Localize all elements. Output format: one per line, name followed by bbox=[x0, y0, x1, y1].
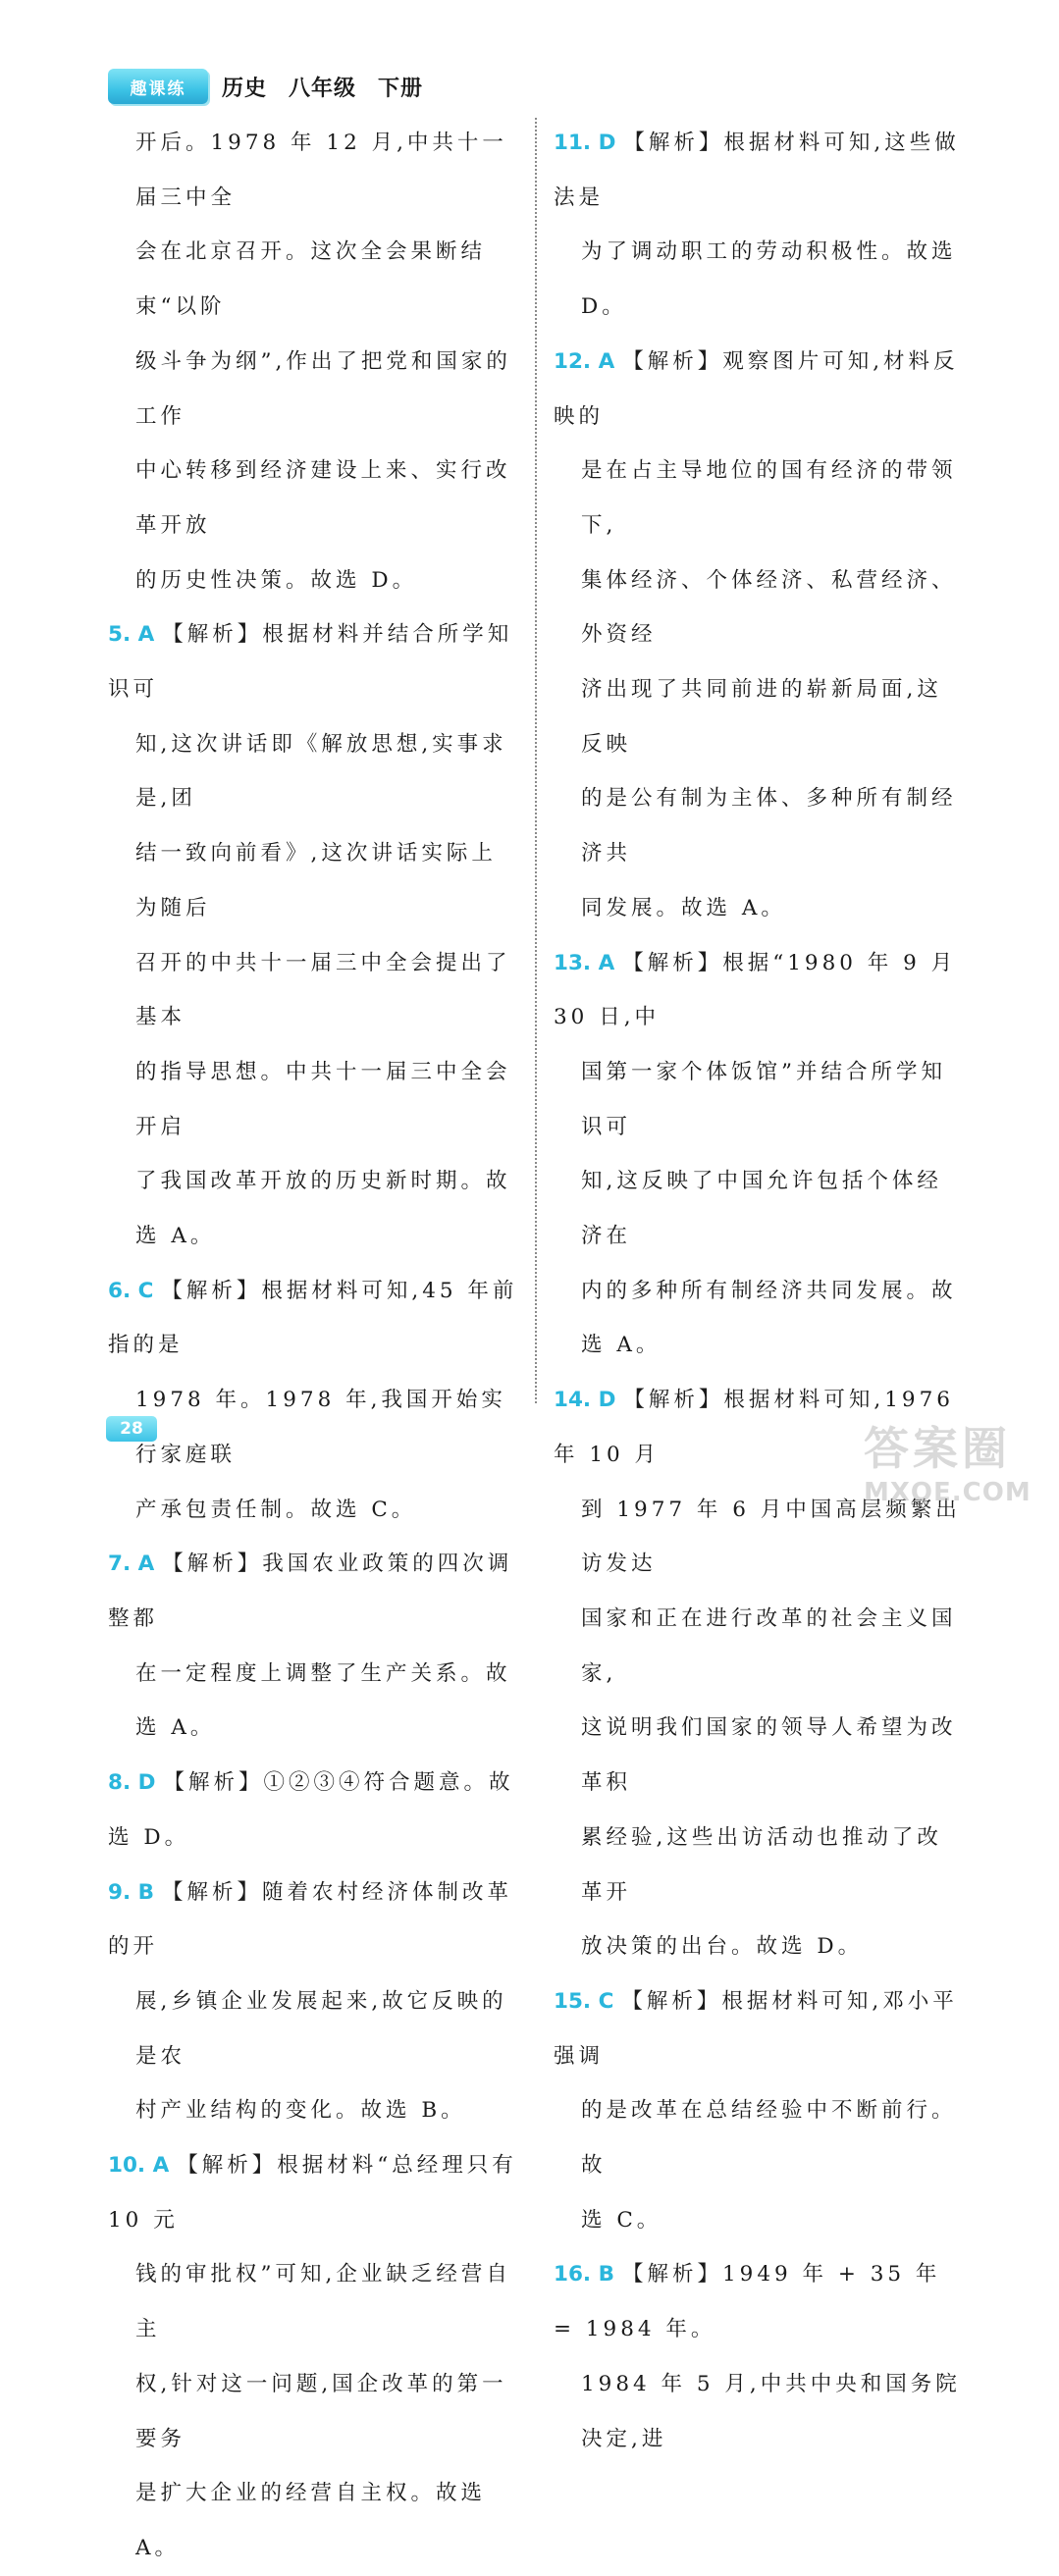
answer-text: 济出现了共同前进的崭新局面,这反映 bbox=[581, 677, 942, 757]
answer-line bbox=[108, 2138, 520, 2247]
answer-line bbox=[108, 2083, 520, 2138]
answer-line bbox=[554, 335, 966, 444]
answer-text: 的是改革在总结经验中不断前行。故 bbox=[581, 2098, 957, 2179]
answer-line bbox=[554, 2357, 966, 2466]
answer-text: 的指导思想。中共十一届三中全会开启 bbox=[135, 1059, 511, 1139]
answer-line bbox=[554, 116, 966, 225]
continued-line bbox=[108, 553, 520, 608]
answer-text: 召开的中共十一届三中全会提出了基本 bbox=[135, 950, 511, 1030]
answer-line bbox=[554, 771, 966, 880]
answer-text: 【解析】根据材料可知,1976 年 10 月 bbox=[554, 1388, 954, 1467]
answer-number: 13. A bbox=[554, 950, 615, 975]
answer-line bbox=[554, 1154, 966, 1263]
answer-text: 【解析】根据材料可知,45 年前指的是 bbox=[108, 1278, 518, 1358]
answer-line bbox=[554, 1974, 966, 2083]
answer-line bbox=[554, 1592, 966, 1701]
answer-text: 内的多种所有制经济共同发展。故 bbox=[581, 1278, 957, 1303]
continued-line bbox=[108, 225, 520, 334]
answer-text: 【解析】①②③④符合题意。故选 D。 bbox=[108, 1770, 514, 1850]
answer-line bbox=[554, 1701, 966, 1810]
answer-number: 11. D bbox=[554, 131, 616, 155]
answer-text: 中心转移到经济建设上来、实行改革开放 bbox=[135, 458, 511, 538]
answer-line bbox=[108, 1045, 520, 1154]
answer-line bbox=[108, 1373, 520, 1482]
answer-text: 【解析】1949 年 + 35 年 = 1984 年。 bbox=[554, 2262, 941, 2342]
answer-text: 结一致向前看》,这次讲话实际上为随后 bbox=[135, 841, 497, 920]
answer-line bbox=[554, 1045, 966, 1154]
answer-number: 14. D bbox=[554, 1388, 616, 1413]
subject-label: 历史 bbox=[222, 76, 268, 101]
brand-logo: 趣课练 bbox=[108, 69, 208, 104]
answer-line bbox=[554, 225, 966, 334]
answer-line bbox=[108, 936, 520, 1045]
answer-text: 选 C。 bbox=[581, 2207, 662, 2233]
answer-line bbox=[554, 662, 966, 771]
answer-line bbox=[108, 1264, 520, 1373]
answer-number: 6. C bbox=[108, 1278, 154, 1303]
continued-line bbox=[108, 444, 520, 552]
answer-text: 了我国改革开放的历史新时期。故选 A。 bbox=[135, 1169, 511, 1249]
answer-line bbox=[108, 2466, 520, 2575]
answer-line bbox=[554, 2247, 966, 2356]
answer-number: 9. B bbox=[108, 1879, 154, 1905]
answer-line bbox=[554, 881, 966, 936]
continued-line bbox=[108, 335, 520, 444]
answer-text: 【解析】根据材料并结合所学知识可 bbox=[108, 622, 513, 703]
header-title bbox=[222, 72, 445, 102]
answer-text: 【解析】根据材料“总经理只有 10 元 bbox=[108, 2153, 517, 2233]
answer-text: 这说明我们国家的领导人希望为改革积 bbox=[581, 1715, 957, 1796]
answer-line bbox=[108, 1866, 520, 1974]
answer-text: 放决策的出台。故选 D。 bbox=[581, 1934, 864, 1960]
column-divider bbox=[535, 118, 537, 1403]
answer-text: 为了调动职工的劳动积极性。故选 D。 bbox=[581, 239, 957, 320]
answer-text: 的历史性决策。故选 D。 bbox=[135, 567, 418, 593]
answer-line bbox=[554, 1919, 966, 1974]
answer-text: 是在占主导地位的国有经济的带领下, bbox=[581, 458, 957, 538]
answer-number: 12. A bbox=[554, 348, 615, 374]
answer-text: 【解析】根据材料可知,这些做法是 bbox=[554, 131, 960, 210]
answer-line bbox=[108, 2357, 520, 2466]
answer-text: 知,这次讲话即《解放思想,实事求是,团 bbox=[135, 731, 507, 812]
page-number: 28 bbox=[106, 1416, 157, 1442]
answer-text: 【解析】随着农村经济体制改革的开 bbox=[108, 1879, 513, 1960]
answer-line bbox=[554, 936, 966, 1045]
answer-line bbox=[554, 444, 966, 552]
answer-text: 到 1977 年 6 月中国高层频繁出访发达 bbox=[581, 1497, 961, 1577]
answer-text: 权,针对这一问题,国企改革的第一要务 bbox=[135, 2371, 507, 2451]
answer-line bbox=[554, 1318, 966, 1373]
answer-line bbox=[108, 1483, 520, 1538]
answer-number: 15. C bbox=[554, 1988, 614, 2014]
answer-text: 【解析】我国农业政策的四次调整都 bbox=[108, 1551, 513, 1631]
answer-text: 1984 年 5 月,中共中央和国务院决定,进 bbox=[581, 2371, 961, 2451]
answer-line bbox=[108, 1537, 520, 1646]
answer-line bbox=[108, 1154, 520, 1263]
continued-line bbox=[108, 116, 520, 225]
answer-line bbox=[108, 1974, 520, 2083]
answer-text: 【解析】根据材料可知,邓小平强调 bbox=[554, 1988, 958, 2069]
grade-label: 八年级 bbox=[289, 76, 357, 101]
answer-text: 的是公有制为主体、多种所有制经济共 bbox=[581, 786, 957, 867]
answer-text: 在一定程度上调整了生产关系。故选 A。 bbox=[135, 1660, 511, 1741]
answer-line bbox=[554, 1811, 966, 1919]
answer-text: 开后。1978 年 12 月,中共十一届三中全 bbox=[135, 131, 507, 210]
answer-text: 会在北京召开。这次全会果断结束“以阶 bbox=[135, 239, 487, 320]
answer-text: 累经验,这些出访活动也推动了改革开 bbox=[581, 1824, 942, 1905]
answer-text: 村产业结构的变化。故选 B。 bbox=[135, 2098, 466, 2124]
answer-text: 是扩大企业的经营自主权。故选 A。 bbox=[135, 2481, 487, 2560]
right-column bbox=[554, 116, 966, 2466]
answer-line bbox=[108, 826, 520, 935]
answer-text: 【解析】观察图片可知,材料反映的 bbox=[554, 348, 959, 429]
answer-line bbox=[108, 2247, 520, 2356]
answer-number: 5. A bbox=[108, 622, 155, 648]
volume-label: 下册 bbox=[378, 76, 424, 101]
answer-text: 级斗争为纲”,作出了把党和国家的工作 bbox=[135, 348, 511, 429]
answer-line bbox=[108, 607, 520, 716]
answer-line bbox=[554, 2193, 966, 2248]
answer-text: 钱的审批权”可知,企业缺乏经营自主 bbox=[135, 2262, 511, 2342]
answer-text: 展,乡镇企业发展起来,故它反映的是农 bbox=[135, 1988, 507, 2069]
answer-number: 10. A bbox=[108, 2153, 170, 2179]
watermark-logo bbox=[864, 1413, 1050, 1507]
watermark-url: MXQE.COM bbox=[864, 1478, 1032, 1507]
answer-line bbox=[108, 717, 520, 826]
answer-line bbox=[554, 1264, 966, 1319]
answer-line bbox=[108, 1647, 520, 1756]
answer-text: 国第一家个体饭馆”并结合所学知识可 bbox=[581, 1059, 946, 1139]
answer-line bbox=[554, 2083, 966, 2192]
answer-number: 7. A bbox=[108, 1551, 155, 1577]
page-header bbox=[108, 67, 445, 106]
answer-text: 知,这反映了中国允许包括个体经济在 bbox=[581, 1169, 942, 1249]
answer-number: 16. B bbox=[554, 2262, 614, 2287]
answer-text: 产承包责任制。故选 C。 bbox=[135, 1497, 417, 1522]
answer-number: 8. D bbox=[108, 1770, 156, 1796]
answer-text: 同发展。故选 A。 bbox=[581, 895, 786, 920]
left-column bbox=[108, 116, 520, 2576]
answer-text: 选 A。 bbox=[581, 1333, 662, 1358]
answer-line bbox=[554, 553, 966, 662]
answer-text: 国家和正在进行改革的社会主义国家, bbox=[581, 1605, 957, 1686]
watermark-main: 答案圈 bbox=[864, 1422, 1011, 1475]
answer-text: 集体经济、个体经济、私营经济、外资经 bbox=[581, 567, 957, 648]
answer-line bbox=[108, 1756, 520, 1865]
answer-text: 【解析】根据“1980 年 9 月 30 日,中 bbox=[554, 950, 957, 1030]
answer-text: 1978 年。1978 年,我国开始实行家庭联 bbox=[135, 1388, 506, 1467]
